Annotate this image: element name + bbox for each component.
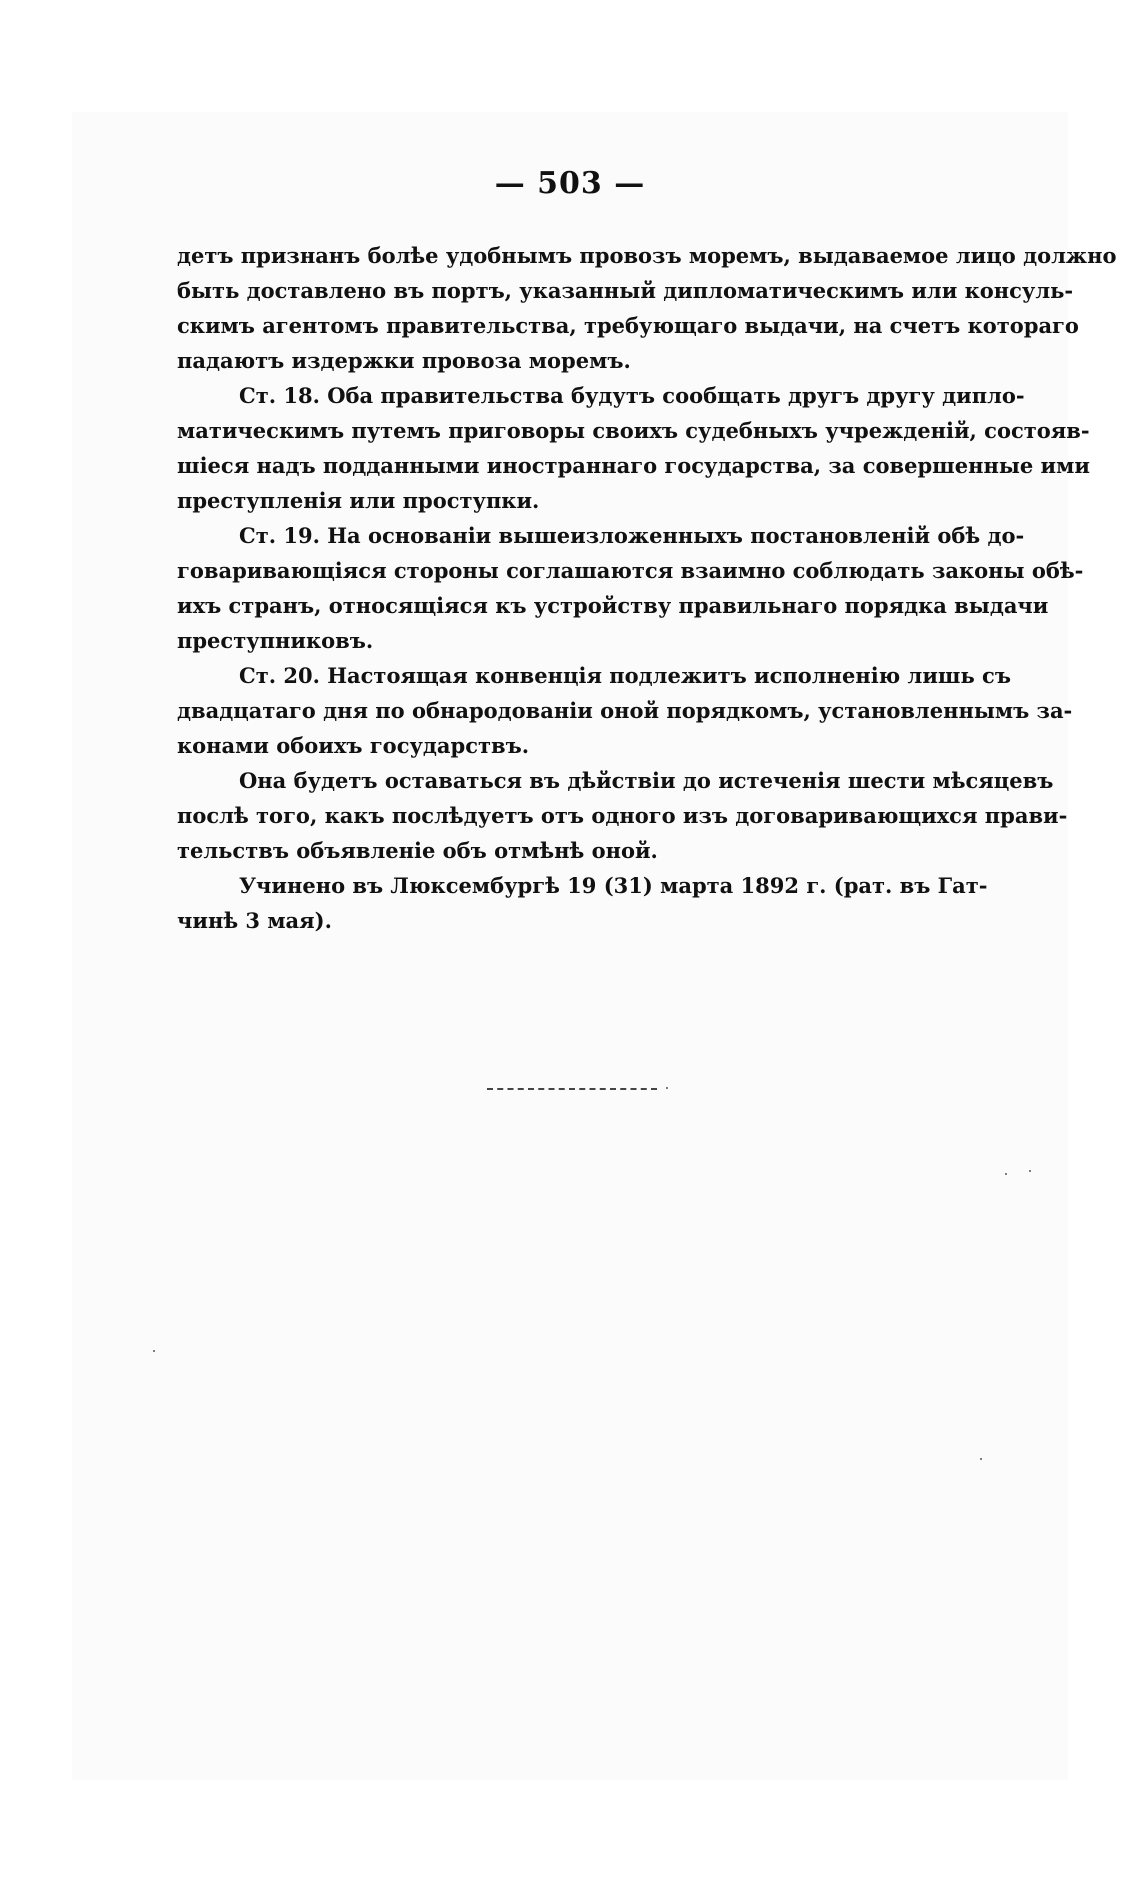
paragraph-article-19: [177, 518, 1084, 658]
text-line: Ст. 20. Настоящая конвенція подлежитъ исполненію лишь съ: [239, 663, 1011, 688]
text-line: преступниковъ.: [177, 628, 374, 653]
page-number: — 503 —: [494, 166, 646, 201]
scan-speck: [1005, 1173, 1007, 1175]
paragraph-article-20: [177, 658, 1073, 763]
paragraph-signature: [177, 868, 988, 938]
paragraph-article-18: [177, 378, 1090, 518]
text-line: чинѣ 3 мая).: [177, 908, 332, 933]
body-text: [177, 238, 1117, 938]
text-line: падаютъ издержки провоза моремъ.: [177, 348, 631, 373]
text-line: конами обоихъ государствъ.: [177, 733, 530, 758]
text-line: ихъ странъ, относящіяся къ устройству правильнаго порядка выдачи: [177, 593, 1049, 618]
text-line: детъ признанъ болѣе удобнымъ провозъ моремъ, выдаваемое лицо должно: [177, 243, 1117, 268]
scan-speck: [666, 1087, 668, 1089]
text-line: Она будетъ оставаться въ дѣйствіи до истеченія шести мѣсяцевъ: [239, 768, 1054, 793]
text-line: Ст. 19. На основаніи вышеизложенныхъ постановленій обѣ до-: [239, 523, 1025, 548]
paragraph-continuation: [177, 238, 1117, 378]
text-line: говаривающіяся стороны соглашаются взаимно соблюдать законы обѣ-: [177, 558, 1084, 583]
section-divider: [487, 1088, 657, 1090]
text-line: шіеся надъ подданными иностраннаго государства, за совершенные ими: [177, 453, 1090, 478]
text-line: Ст. 18. Оба правительства будутъ сообщать другъ другу дипло-: [239, 383, 1025, 408]
text-line: двадцатаго дня по обнародованіи оной порядкомъ, установленнымъ за-: [177, 698, 1073, 723]
text-line: преступленія или проступки.: [177, 488, 540, 513]
text-line: Учинено въ Люксембургѣ 19 (31) марта 1892 г. (рат. въ Гат-: [239, 873, 988, 898]
text-line: тельствъ объявленіе объ отмѣнѣ оной.: [177, 838, 658, 863]
scan-speck: [1029, 1170, 1031, 1172]
scan-speck: [980, 1458, 982, 1460]
text-line: быть доставлено въ портъ, указанный дипломатическимъ или консуль-: [177, 278, 1074, 303]
paragraph-validity: [177, 763, 1068, 868]
scan-speck: [153, 1350, 155, 1352]
text-line: матическимъ путемъ приговоры своихъ судебныхъ учрежденій, состояв-: [177, 418, 1090, 443]
text-line: скимъ агентомъ правительства, требующаго выдачи, на счетъ котораго: [177, 313, 1079, 338]
text-line: послѣ того, какъ послѣдуетъ отъ одного изъ договаривающихся прави-: [177, 803, 1068, 828]
